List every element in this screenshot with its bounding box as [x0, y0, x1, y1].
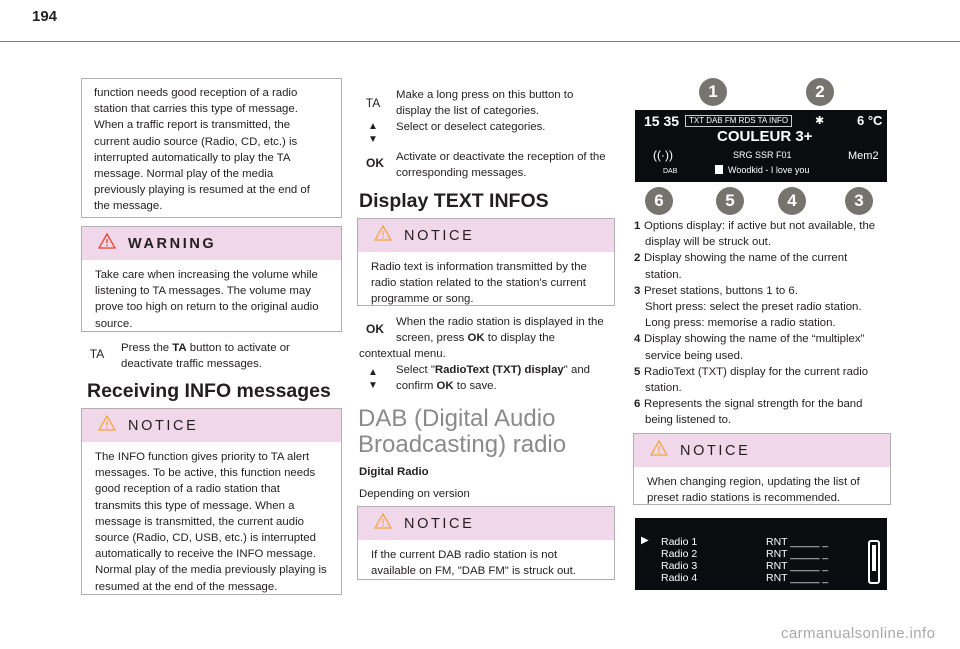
- up-arrow-icon: ▲: [368, 121, 378, 132]
- screen-flags: TXT DAB FM RDS TA INFO: [685, 115, 792, 127]
- notice-header: [358, 219, 614, 252]
- preset-rnt-entry: RNT _____ _: [766, 572, 829, 584]
- legend-list: 1 Options display: if active but not available, the display will be struck out. 2 Display showing the name of the current station. 3 Preset stations, buttons 1 to 6. Short press: select the preset radio station. Long press: memorise a radio station. 4 Display showing the name of the “multiplex” service being used. 5 RadioText (TXT) display for the current radio station. 6 Represents the signal strength for the band being listened to.: [634, 218, 892, 429]
- screen-preset-mem: Mem2: [848, 150, 879, 162]
- signal-icon: ((·)): [653, 148, 673, 162]
- notice-line: Radio text is information transmitted by the: [371, 261, 587, 273]
- ok-symbol: OK: [366, 322, 384, 336]
- warning-line: listening to TA messages. The volume may: [95, 285, 311, 298]
- warning-header: [82, 227, 341, 260]
- preset-rnt-entry: RNT _____ _: [766, 560, 829, 572]
- header-rule: [0, 41, 960, 42]
- warning-icon: [98, 233, 116, 254]
- notice-title: NOTICE: [680, 442, 751, 459]
- ta-symbol: TA: [89, 347, 105, 361]
- up-arrow-icon: ▲: [368, 367, 378, 378]
- scrollbar[interactable]: [868, 540, 880, 584]
- warning-line: prove too high on return to the original audio: [95, 301, 319, 314]
- warning-line: source.: [95, 317, 133, 330]
- notice-line: transmits this type of message. When a: [95, 499, 295, 512]
- notice-title: NOTICE: [404, 227, 475, 244]
- notice-line: Normal play of the media previously playing is: [95, 564, 327, 577]
- legend-item: 5 RadioText (TXT) display for the current radio: [634, 365, 869, 378]
- legend-item: 1 Options display: if active but not available, the: [634, 220, 876, 232]
- preset-list-screen: [635, 518, 887, 590]
- intro-line: interrupted automatically to play the TA: [94, 151, 291, 164]
- callout-badge-2: 2: [806, 78, 834, 106]
- ta-long-press-text: Make a long press on this button to display the list of categories. Select or deselect categories.: [396, 89, 574, 134]
- notice-line: programme or song.: [371, 293, 474, 306]
- notice-line: available on FM, "DAB FM" is struck out.: [371, 565, 576, 578]
- preset-names: [661, 536, 697, 584]
- notice-line: When changing region, updating the list of: [647, 476, 860, 488]
- preset-name: Radio 3: [661, 560, 698, 572]
- intro-box: [81, 78, 342, 218]
- warning-title: WARNING: [128, 235, 217, 252]
- notice-line: The INFO function gives priority to TA alert: [95, 451, 310, 463]
- notice-line: resumed at the end of the message.: [95, 580, 278, 593]
- intro-line: station that carries this type of message.: [94, 103, 298, 116]
- preset-rnt-entry: RNT _____ _: [766, 548, 829, 560]
- ok-text: Activate or deactivate the reception of the corresponding messages.: [396, 151, 606, 180]
- intro-line: current audio source (Radio, CD, etc.) is: [94, 135, 298, 148]
- digital-radio-label: Digital Radio: [359, 466, 429, 478]
- radiotext-icon: [715, 165, 723, 174]
- notice-header: [358, 507, 614, 540]
- preset-name: Radio 2: [661, 548, 698, 560]
- down-arrow-icon: ▼: [368, 380, 378, 391]
- screen-multiplex-name: SRG SSR F01: [733, 150, 792, 160]
- ok-display-text: When the radio station is displayed in the screen, press OK to display the: [396, 316, 604, 345]
- play-arrow-icon: ▶: [641, 535, 649, 546]
- warning-line: Take care when increasing the volume while: [95, 269, 318, 281]
- receiving-info-heading: Receiving INFO messages: [87, 380, 331, 402]
- depending-on-version: Depending on version: [359, 488, 470, 500]
- legend-item: 6 Represents the signal strength for the band: [634, 398, 863, 411]
- callout-badge-4: 4: [778, 187, 806, 215]
- page-number: 194: [32, 8, 58, 25]
- callout-badge-1: 1: [699, 78, 727, 106]
- notice-line: message is transmitted, the current audio: [95, 515, 304, 528]
- screen-station-name: COULEUR 3+: [717, 128, 813, 145]
- contextual-menu-text: contextual menu.: [359, 348, 446, 360]
- intro-line: function needs good reception of a radio: [94, 87, 298, 99]
- display-text-infos-heading: Display TEXT INFOS: [359, 190, 549, 212]
- screen-temperature: 6 °C: [857, 113, 883, 128]
- notice-box-info: [81, 408, 342, 595]
- warning-icon: [650, 440, 668, 461]
- ta-instruction: Press the TA button to activate or deactivate traffic messages.: [121, 342, 290, 371]
- callout-badge-6: 6: [645, 187, 673, 215]
- notice-line: automatically to receive the INFO message.: [95, 548, 316, 561]
- screen-time: 15 35: [644, 113, 680, 129]
- legend-item: 2 Display showing the name of the current: [634, 252, 848, 265]
- screen-radiotext: Woodkid - I love you: [728, 165, 810, 175]
- notice-line: source (Radio, CD, USB, etc.) is interrupted: [95, 532, 316, 545]
- warning-icon: [374, 513, 392, 534]
- legend-item: 3 Preset stations, buttons 1 to 6.: [634, 284, 798, 297]
- notice-header: [634, 434, 890, 467]
- preset-name: Radio 1: [661, 536, 698, 548]
- warning-icon: [98, 415, 116, 436]
- down-arrow-icon: ▼: [368, 134, 378, 145]
- bluetooth-icon: ✱: [815, 115, 825, 127]
- callout-badge-3: 3: [845, 187, 873, 215]
- intro-line: the message.: [94, 200, 163, 213]
- warning-box: [81, 226, 342, 332]
- intro-line: When a traffic report is transmitted, the: [94, 119, 291, 132]
- select-radiotext-text: Select "RadioText (TXT) display" and confirm OK to save.: [396, 364, 590, 393]
- notice-line: If the current DAB radio station is not: [371, 549, 558, 561]
- notice-title: NOTICE: [404, 515, 475, 532]
- notice-box-region: [633, 433, 891, 505]
- preset-rnt-entry: RNT _____ _: [766, 536, 829, 548]
- notice-box-dab: [357, 506, 615, 580]
- notice-header: [82, 409, 341, 442]
- legend-item: 4 Display showing the name of the “multiplex”: [634, 333, 865, 346]
- notice-line: good reception of a radio station that: [95, 483, 280, 496]
- callout-badge-5: 5: [716, 187, 744, 215]
- dab-signal-label: DAB: [663, 168, 678, 175]
- intro-line: message. Normal play of the media: [94, 168, 274, 181]
- dab-display-screen: [635, 110, 887, 182]
- intro-line: previously playing is resumed at the end of: [94, 184, 310, 197]
- scrollbar-thumb[interactable]: [872, 545, 876, 571]
- notice-line: messages. To be active, this function needs: [95, 467, 316, 480]
- notice-line: preset radio stations is recommended.: [647, 492, 841, 505]
- preset-name: Radio 4: [661, 572, 698, 584]
- notice-title: NOTICE: [128, 417, 199, 434]
- notice-box-radiotext: [357, 218, 615, 306]
- preset-rnt: [766, 536, 828, 584]
- ok-symbol: OK: [366, 156, 384, 170]
- notice-line: radio station related to the station's current: [371, 277, 586, 290]
- watermark: carmanualsonline.info: [781, 625, 936, 642]
- warning-icon: [374, 225, 392, 246]
- ta-symbol: TA: [365, 96, 381, 110]
- dab-heading: DAB (Digital Audio Broadcasting) radio: [358, 405, 567, 458]
